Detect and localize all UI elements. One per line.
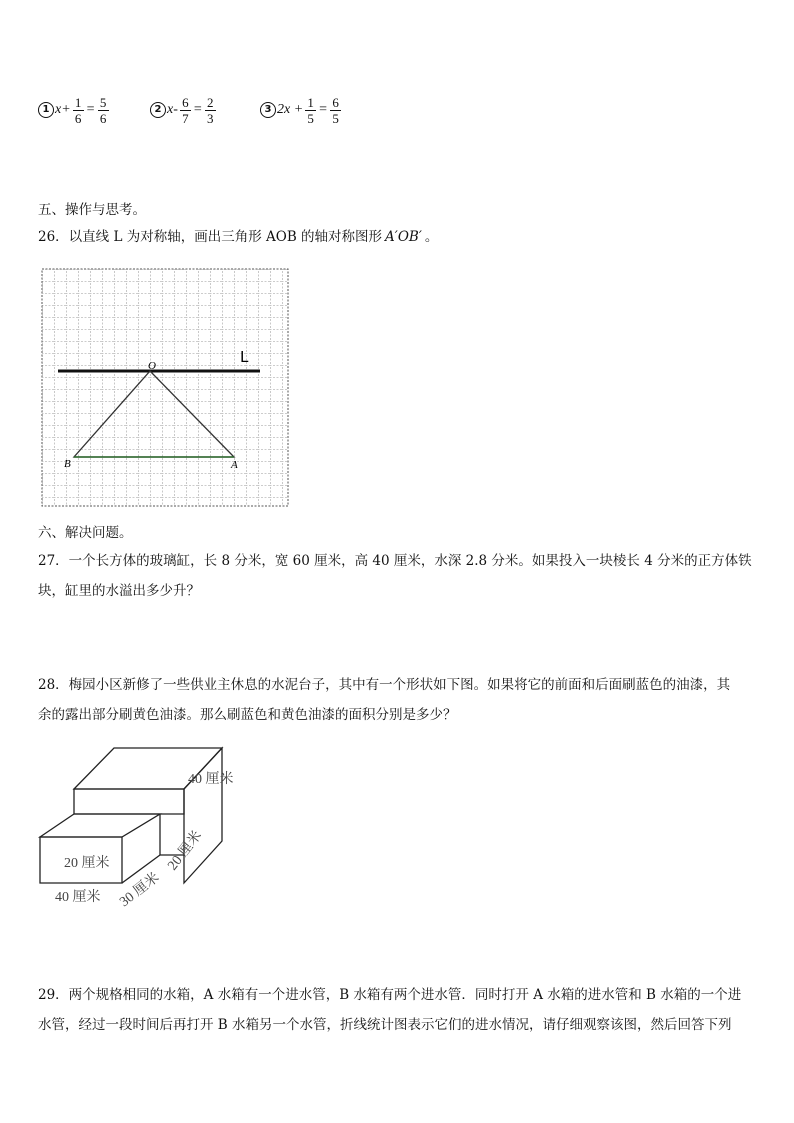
q26-end: 。 — [424, 229, 439, 245]
q26-text — [38, 227, 438, 247]
equation-2 — [150, 90, 218, 130]
point-label-o: O — [148, 360, 156, 372]
upper-block-side — [184, 748, 222, 883]
q29-line2: 水管，经过一段时间后再打开 B 水箱另一个水管，折线统计图表示它们的进水情况，请仔细观察该图，然后回答下列 — [38, 1017, 732, 1033]
equals-sign: = — [319, 102, 328, 117]
step-platform-figure — [36, 745, 266, 910]
fraction-right: $\frac{5}{6}$ — [98, 95, 109, 126]
equation-prefix: x- — [167, 102, 178, 117]
point-label-a: A — [231, 459, 238, 471]
circled-number-2: 2 — [150, 102, 166, 118]
fraction-left: $\frac{6}{7}$ — [180, 95, 191, 126]
label-40cm-right: 40 厘米 — [188, 772, 234, 787]
fraction-left: $\frac{1}{5}$ — [305, 95, 316, 126]
q28-line1: 28．梅园小区新修了一些供业主休息的水泥台子，其中有一个形状如下图。如果将它的前面和后面刷蓝色的油漆，其 — [38, 677, 731, 693]
equation-prefix: 2x + — [277, 102, 304, 117]
label-20cm-diagonal: 20 厘米 — [165, 828, 206, 874]
point-label-b: B — [64, 458, 71, 470]
q27-line2: 块，缸里的水溢出多少升？ — [38, 583, 200, 599]
label-40cm-bottom: 40 厘米 — [55, 890, 101, 905]
axis-label-l: L — [240, 348, 249, 366]
q26-body: 26．以直线 L 为对称轴，画出三角形 AOB 的轴对称图形 — [38, 229, 383, 245]
equals-sign: = — [86, 102, 95, 117]
equation-3 — [260, 90, 343, 130]
lower-block-top — [40, 814, 160, 837]
fraction-left: $\frac{1}{6}$ — [73, 95, 84, 126]
q29-line1: 29．两个规格相同的水箱，A 水箱有一个进水管，B 水箱有两个进水管．同时打开 A 水箱的进水管和 B 水箱的一个进 — [38, 987, 742, 1003]
fraction-right: $\frac{2}{3}$ — [205, 95, 216, 126]
equation-prefix: x+ — [55, 102, 71, 117]
equals-sign: = — [193, 102, 202, 117]
label-20cm-front: 20 厘米 — [64, 856, 110, 871]
q27-line1: 27．一个长方体的玻璃缸，长 8 分米，宽 60 厘米，高 40 厘米，水深 2.8 分米。如果投入一块棱长 4 分米的正方体铁 — [38, 553, 752, 569]
upper-block-front — [74, 789, 184, 814]
q26-math: A′OB′ — [385, 229, 422, 245]
label-30cm: 30 厘米 — [117, 870, 163, 910]
q28-line2: 余的露出部分刷黄色油漆。那么刷蓝色和黄色油漆的面积分别是多少？ — [38, 707, 457, 723]
equation-1 — [38, 90, 111, 130]
grid-background — [42, 269, 288, 506]
circled-number-1: 1 — [38, 102, 54, 118]
fraction-right: $\frac{6}{5}$ — [330, 95, 341, 126]
section5-heading: 五、操作与思考。 — [38, 202, 146, 218]
circled-number-3: 3 — [260, 102, 276, 118]
section6-heading: 六、解决问题。 — [38, 525, 133, 541]
grid-figure — [38, 265, 292, 510]
